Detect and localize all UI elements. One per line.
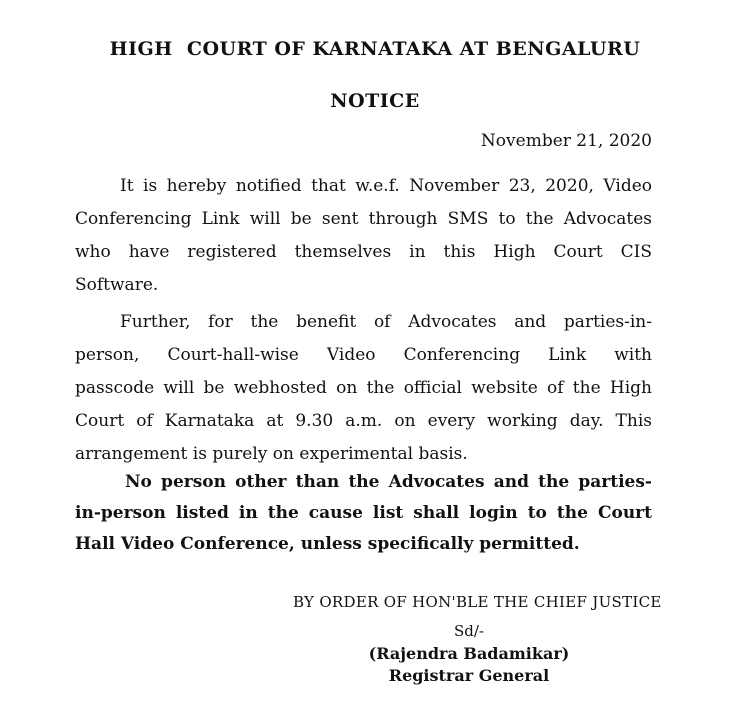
by-order-line: BY ORDER OF HON'BLE THE CHIEF JUSTICE	[293, 593, 662, 611]
document-body	[75, 130, 662, 687]
paragraph-line: who have registered themselves in this High Court CIS	[75, 242, 652, 262]
paragraph-line: Hall Video Conference, unless specifically permitted.	[75, 534, 580, 554]
notice-paragraph-bold	[75, 467, 652, 560]
paragraph-line: passcode will be webhosted on the official website of the High	[75, 378, 652, 398]
paragraph-line: in-person listed in the cause list shall login to the Court	[75, 503, 652, 523]
signatory-designation: Registrar General	[388, 666, 550, 685]
signatory-name: (Rajendra Badamikar)	[368, 644, 570, 663]
notice-paragraph-1	[75, 170, 652, 302]
paragraph-line: Software.	[75, 275, 159, 295]
paragraph-line: No person other than the Advocates and the parties-	[125, 472, 652, 492]
notice-date: November 21, 2020	[480, 131, 652, 151]
paragraph-line: person, Court-hall-wise Video Conferencing Link with	[75, 345, 652, 365]
paragraph-line: Conferencing Link will be sent through SMS to the Advocates	[75, 209, 652, 229]
signed-abbreviation: Sd/-	[454, 622, 484, 640]
document-subtitle-notice: NOTICE	[330, 90, 420, 112]
notice-paragraph-2	[75, 306, 652, 471]
paragraph-line: It is hereby notified that w.e.f. November 23, 2020, Video	[120, 176, 652, 196]
paragraph-line: Further, for the benefit of Advocates and parties-in-	[120, 312, 652, 332]
paragraph-line: Court of Karnataka at 9.30 a.m. on every working day. This	[75, 411, 652, 431]
document-title: HIGH COURT OF KARNATAKA AT BENGALURU	[109, 38, 641, 60]
signature-block	[293, 592, 662, 687]
paragraph-line: arrangement is purely on experimental basis.	[75, 444, 468, 464]
